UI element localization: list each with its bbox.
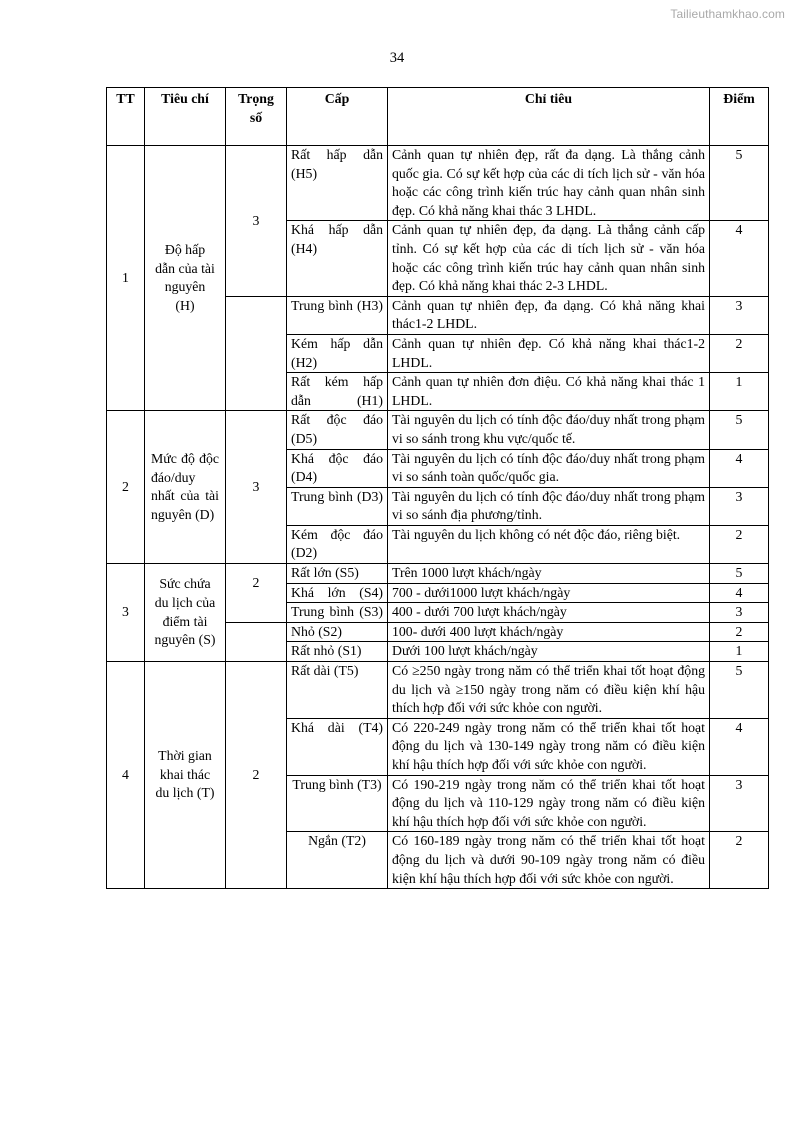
level-cell: Rất độc đáo (D5) (287, 411, 388, 449)
level-cell: Rất kém hấp dẫn (H1) (287, 373, 388, 411)
indicator-cell: Có ≥250 ngày trong năm có thể triển khai tốt hoạt động du lịch và ≥150 ngày trong năm có điều kiện khí hậu thích hợp đối với sức khỏe con người. (388, 662, 710, 719)
score-cell: 2 (710, 334, 769, 372)
indicator-cell: Tài nguyên du lịch có tính độc đáo/duy nhất trong phạm vi so sánh toàn quốc/quốc gia. (388, 449, 710, 487)
level-cell: Trung bình (T3) (287, 775, 388, 832)
page-number: 34 (389, 50, 405, 66)
level-cell: Khá lớn (S4) (287, 583, 388, 603)
indicator-cell: Tài nguyên du lịch không có nét độc đáo, riêng biệt. (388, 525, 710, 563)
indicator-cell: 400 - dưới 700 lượt khách/ngày (388, 603, 710, 623)
level-cell: Rất dài (T5) (287, 662, 388, 719)
indicator-cell: Có 220-249 ngày trong năm có thể triển khai tốt hoạt động du lịch và 130-149 ngày trong năm có điều kiện khí hậu thích hợp đối với sức khỏe con người. (388, 718, 710, 775)
score-cell: 2 (710, 622, 769, 642)
indicator-cell: Tài nguyên du lịch có tính độc đáo/duy nhất trong phạm vi so sánh địa phương/tỉnh. (388, 487, 710, 525)
score-cell: 3 (710, 775, 769, 832)
score-cell: 5 (710, 146, 769, 221)
header-tieu-chi: Tiêu chí (145, 88, 226, 146)
indicator-cell: 700 - dưới1000 lượt khách/ngày (388, 583, 710, 603)
group-weight: 3 (226, 146, 287, 297)
group-criterion: Sức chứa du lịch của điểm tài nguyên (S) (145, 564, 226, 662)
indicator-cell: Cảnh quan tự nhiên đẹp, đa dạng. Có khả năng khai thác1-2 LHDL. (388, 296, 710, 334)
header-trong-so: Trọng số (226, 88, 287, 146)
group-weight: 2 (226, 564, 287, 623)
group-tt: 1 (107, 146, 145, 411)
score-cell: 2 (710, 525, 769, 563)
level-cell: Khá hấp dẫn (H4) (287, 221, 388, 296)
score-cell: 1 (710, 642, 769, 662)
indicator-cell: Có 190-219 ngày trong năm có thể triển khai tốt hoạt động du lịch và 110-129 ngày trong năm có điều kiện khí hậu thích hợp đối với sức khỏe con người. (388, 775, 710, 832)
indicator-cell: Có 160-189 ngày trong năm có thể triển khai tốt hoạt động du lịch và dưới 90-109 ngày trong năm có điều kiện khí hậu thích hợp đối với sức khỏe con người. (388, 832, 710, 889)
header-diem: Điểm (710, 88, 769, 146)
level-cell: Rất nhỏ (S1) (287, 642, 388, 662)
score-cell: 5 (710, 411, 769, 449)
indicator-cell: 100- dưới 400 lượt khách/ngày (388, 622, 710, 642)
group-tt: 2 (107, 411, 145, 564)
level-cell: Rất lớn (S5) (287, 564, 388, 584)
table-row (107, 564, 769, 584)
indicator-cell: Trên 1000 lượt khách/ngày (388, 564, 710, 584)
indicator-cell: Tài nguyên du lịch có tính độc đáo/duy nhất trong phạm vi so sánh trong khu vực/quốc tế. (388, 411, 710, 449)
score-cell: 4 (710, 221, 769, 296)
score-cell: 5 (710, 662, 769, 719)
indicator-cell: Cảnh quan tự nhiên đẹp, đa dạng. Là thắng cảnh cấp tỉnh. Có sự kết hợp của các di tích lịch sử - văn hóa hoặc các công trình kiến trúc hay cảnh quan nhân sinh đẹp. Có khả năng khai thác 2-3 LHDL. (388, 221, 710, 296)
group-tt: 3 (107, 564, 145, 662)
score-cell: 3 (710, 296, 769, 334)
level-cell: Khá dài (T4) (287, 718, 388, 775)
level-cell: Trung bình (S3) (287, 603, 388, 623)
group-tt: 4 (107, 662, 145, 889)
header-row (107, 88, 769, 146)
score-cell: 5 (710, 564, 769, 584)
level-cell: Trung bình (H3) (287, 296, 388, 334)
score-cell: 4 (710, 583, 769, 603)
table-row (107, 662, 769, 719)
score-cell: 4 (710, 449, 769, 487)
level-cell: Rất hấp dẫn (H5) (287, 146, 388, 221)
indicator-cell: Dưới 100 lượt khách/ngày (388, 642, 710, 662)
group-criterion: Thời gian khai thác du lịch (T) (145, 662, 226, 889)
score-cell: 3 (710, 603, 769, 623)
indicator-cell: Cảnh quan tự nhiên đơn điệu. Có khả năng khai thác 1 LHDL. (388, 373, 710, 411)
level-cell: Khá độc đáo (D4) (287, 449, 388, 487)
weight-filler (226, 296, 287, 411)
score-cell: 4 (710, 718, 769, 775)
level-cell: Kém hấp dẫn (H2) (287, 334, 388, 372)
level-cell: Ngắn (T2) (287, 832, 388, 889)
table-row (107, 146, 769, 221)
level-cell: Kém độc đáo (D2) (287, 525, 388, 563)
score-cell: 2 (710, 832, 769, 889)
weight-filler (226, 622, 287, 661)
score-cell: 1 (710, 373, 769, 411)
level-cell: Nhỏ (S2) (287, 622, 388, 642)
header-chi-tieu: Chỉ tiêu (388, 88, 710, 146)
level-cell: Trung bình (D3) (287, 487, 388, 525)
group-criterion: Mức độ độc đáo/duy nhất của tài nguyên (D) (145, 411, 226, 564)
indicator-cell: Cảnh quan tự nhiên đẹp, rất đa dạng. Là thắng cảnh quốc gia. Có sự kết hợp của các di tích lịch sử - văn hóa hoặc các công trình kiến trúc hay cảnh quan nhân sinh đẹp. Có khả năng khai thác 3 LHDL. (388, 146, 710, 221)
indicator-cell: Cảnh quan tự nhiên đẹp. Có khả năng khai thác1-2 LHDL. (388, 334, 710, 372)
header-tt: TT (107, 88, 145, 146)
watermark: Tailieuthamkhao.com (670, 7, 785, 21)
table-row (107, 411, 769, 449)
group-weight: 3 (226, 411, 287, 564)
header-cap: Cấp (287, 88, 388, 146)
group-criterion: Độ hấp dẫn của tài nguyên (H) (145, 146, 226, 411)
score-cell: 3 (710, 487, 769, 525)
group-weight: 2 (226, 662, 287, 889)
criteria-table (106, 87, 769, 889)
